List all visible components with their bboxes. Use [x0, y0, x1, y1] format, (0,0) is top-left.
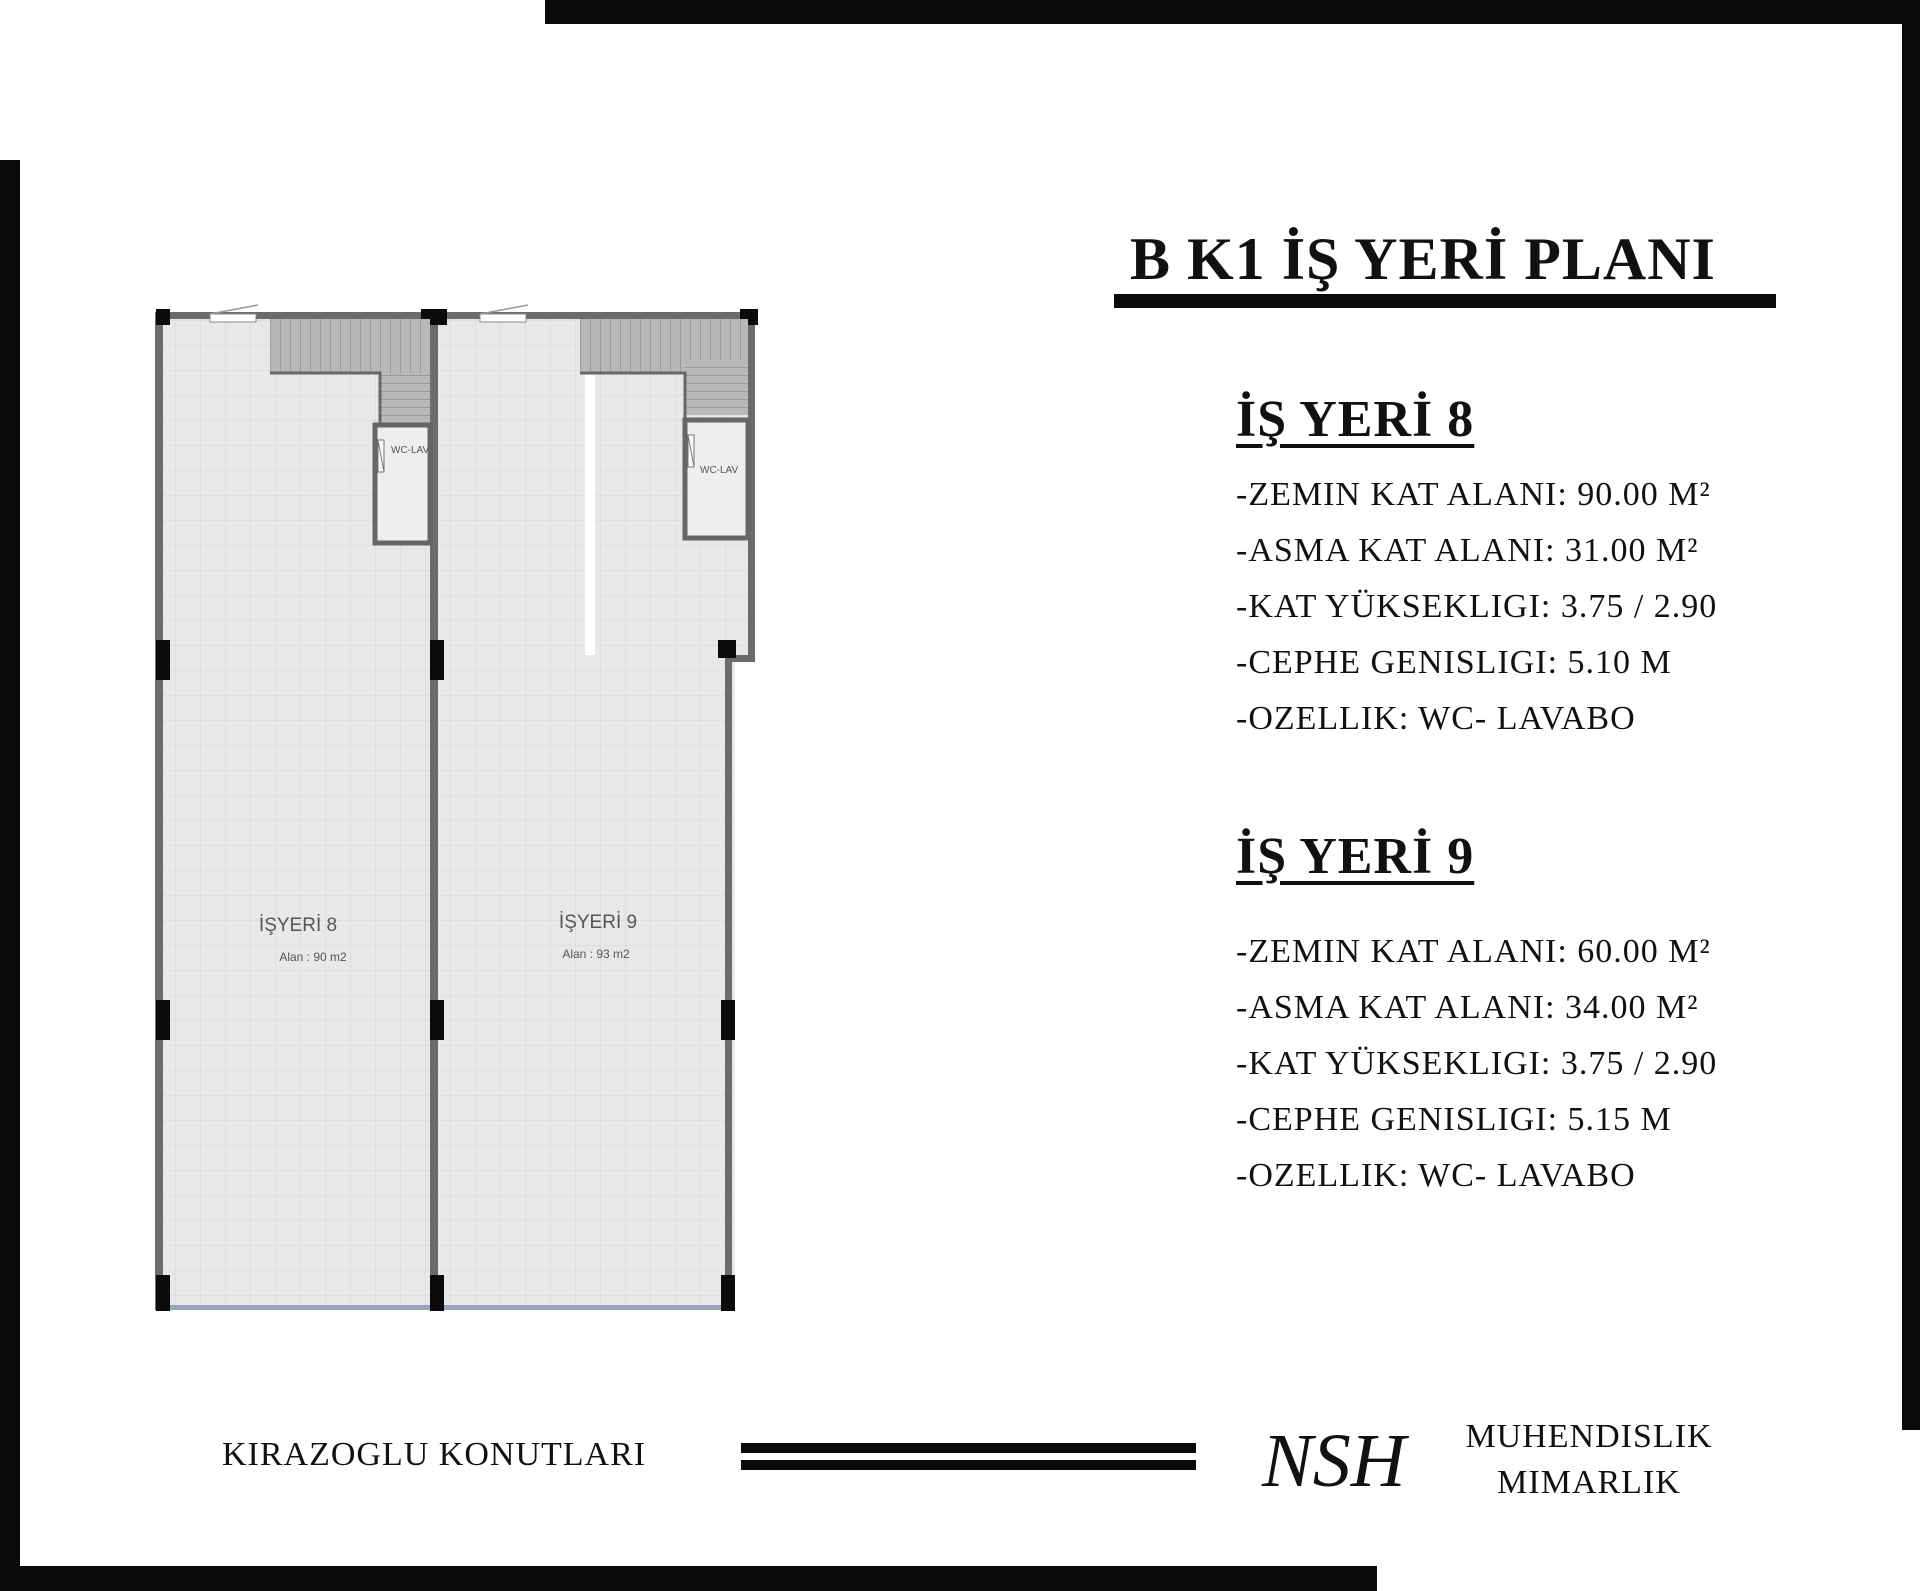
- room-name-label: İŞYERİ 8: [258, 915, 338, 936]
- room-area-label: Alan : 93 m2: [562, 947, 630, 961]
- spec-item: -KAT YÜKSEKLIGI: 3.75 / 2.90: [1236, 588, 1718, 625]
- spec-item: -ASMA KAT ALANI: 34.00 M²: [1236, 989, 1699, 1026]
- spec-item: -ZEMIN KAT ALANI: 60.00 M²: [1236, 933, 1711, 970]
- floor-plan-drawing: [150, 295, 770, 1325]
- project-name: KIRAZOGLU KONUTLARI: [222, 1436, 647, 1473]
- unit-9-wc: [685, 420, 748, 538]
- spec-item: -ASMA KAT ALANI: 31.00 M²: [1236, 532, 1699, 569]
- unit-8-heading: İŞ YERİ 8: [1236, 391, 1475, 448]
- unit-9-spec-list: [1236, 924, 1796, 1204]
- spec-item: -OZELLIK: WC- LAVABO: [1236, 700, 1636, 737]
- brand-logo: NSH: [1262, 1419, 1406, 1503]
- footer-rule-top: [741, 1443, 1196, 1453]
- spec-item: -CEPHE GENISLIGI: 5.15 M: [1236, 1101, 1672, 1138]
- frame-top-bar: [545, 0, 1920, 24]
- room-name-label: İŞYERİ 9: [558, 912, 638, 933]
- wc-label: WC-LAV: [700, 465, 739, 476]
- front-glazing: [163, 1305, 728, 1310]
- title-underline: [1114, 294, 1776, 308]
- brand-subtitle: [1444, 1414, 1734, 1506]
- unit-8-spec-list: [1236, 467, 1796, 747]
- unit-9-lower-floor: [435, 655, 735, 1305]
- brand-line-1: MUHENDISLIK: [1465, 1418, 1713, 1455]
- spec-item: -OZELLIK: WC- LAVABO: [1236, 1157, 1636, 1194]
- unit-9-heading: İŞ YERİ 9: [1236, 828, 1475, 885]
- frame-bottom-bar: [0, 1566, 1377, 1591]
- unit-8-wc: [375, 425, 430, 543]
- spec-item: -ZEMIN KAT ALANI: 90.00 M²: [1236, 476, 1711, 513]
- unit-9-specs: [1236, 827, 1796, 1204]
- spec-item: -KAT YÜKSEKLIGI: 3.75 / 2.90: [1236, 1045, 1718, 1082]
- brand-line-2: MIMARLIK: [1497, 1464, 1681, 1501]
- wc-label: WC-LAV: [391, 445, 430, 456]
- page-title: B K1 İŞ YERİ PLANI: [1130, 226, 1716, 292]
- unit-8-specs: [1236, 390, 1796, 747]
- floor-plan: [150, 295, 770, 1325]
- frame-left-bar: [0, 160, 20, 1591]
- spec-item: -CEPHE GENISLIGI: 5.10 M: [1236, 644, 1672, 681]
- frame-right-bar: [1902, 0, 1920, 1430]
- room-area-label: Alan : 90 m2: [279, 950, 347, 964]
- footer-rule-bottom: [741, 1460, 1196, 1470]
